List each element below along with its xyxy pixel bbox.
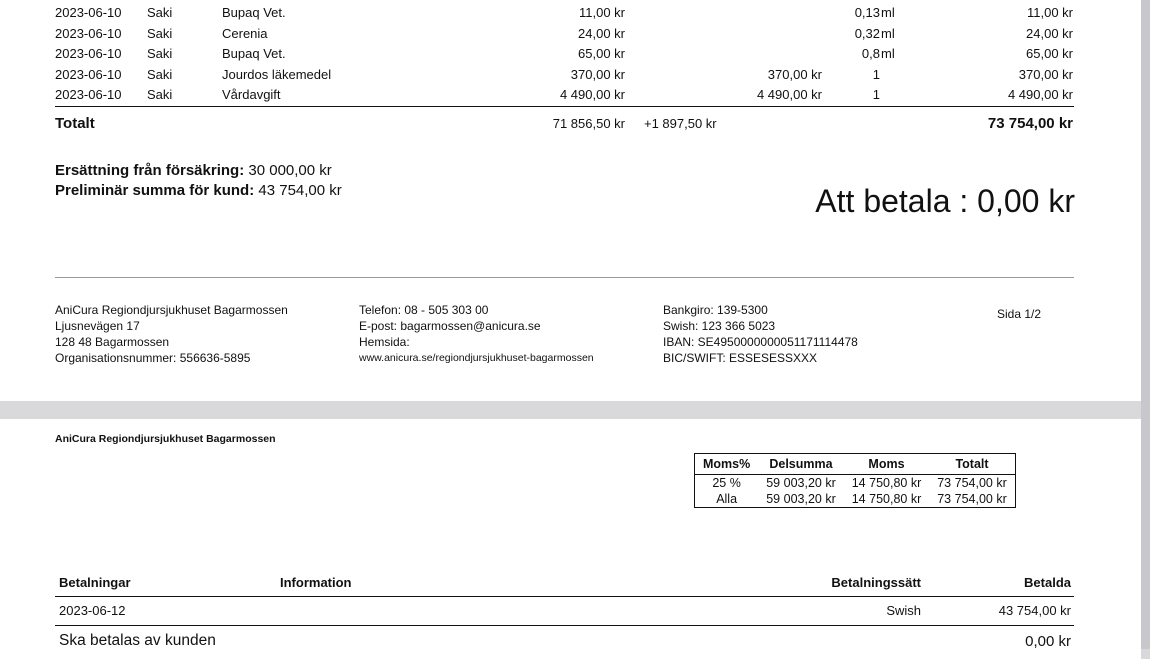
footer-website-link[interactable]: www.anicura.se/regiondjursjukhuset-bagarmossen <box>359 352 594 364</box>
footer-org-number: Organisationsnummer: 556636-5895 <box>55 351 251 365</box>
item-date: 2023-06-10 <box>55 5 122 20</box>
totals-divider <box>55 106 1074 107</box>
insurance-value: 30 000,00 kr <box>244 162 332 179</box>
amount-to-pay: Att betala : 0,00 kr <box>815 183 1075 219</box>
totals-adjustment: +1 897,50 kr <box>644 116 717 131</box>
window-shade <box>1141 0 1150 649</box>
vat-amount: 14 750,80 kr <box>851 492 922 506</box>
item-amount: 370,00 kr <box>570 66 625 82</box>
item-amount: 4 490,00 kr <box>559 87 625 102</box>
item-unit: ml <box>881 46 895 61</box>
vat-header-vat: Moms <box>844 454 930 475</box>
item-qty: 1 <box>872 66 880 82</box>
item-qty: 0,8 <box>861 46 880 61</box>
invoice-page-2 <box>0 419 1141 659</box>
item-total: 24,00 kr <box>1026 25 1073 41</box>
remaining-label: Ska betalas av kunden <box>59 632 216 649</box>
vat-header-total: Totalt <box>929 454 1015 475</box>
item-unit: ml <box>881 5 895 20</box>
remaining-divider <box>55 625 1074 626</box>
item-unit: ml <box>881 25 895 41</box>
totals-amount: 71 856,50 kr <box>552 116 625 131</box>
footer-company <box>55 302 288 366</box>
item-name: Jourdos läkemedel <box>222 66 332 82</box>
item-total: 11,00 kr <box>1026 5 1073 20</box>
item-qty: 0,32 <box>854 25 880 41</box>
payments-divider <box>55 596 1074 597</box>
totals-total: 73 754,00 kr <box>987 115 1073 132</box>
item-staff: Saki <box>147 46 173 61</box>
vat-rate: Alla <box>716 492 738 506</box>
vat-total: 73 754,00 kr <box>937 476 1007 490</box>
item-name: Bupaq Vet. <box>222 46 286 61</box>
item-extra: 370,00 kr <box>767 66 822 82</box>
footer-email[interactable]: E-post: bagarmossen@anicura.se <box>359 319 541 333</box>
footer-address: Ljusnevägen 17 <box>55 319 140 333</box>
item-qty: 1 <box>872 87 880 102</box>
item-date: 2023-06-10 <box>55 66 122 82</box>
item-staff: Saki <box>147 25 173 41</box>
item-staff: Saki <box>147 5 173 20</box>
vat-amount: 14 750,80 kr <box>851 476 922 490</box>
vat-rate: 25 % <box>712 476 741 490</box>
item-total: 370,00 kr <box>1018 66 1073 82</box>
totals-label: Totalt <box>55 115 95 132</box>
item-amount: 11,00 kr <box>578 5 625 20</box>
vat-subtotal: 59 003,20 kr <box>766 476 836 490</box>
item-total: 4 490,00 kr <box>1007 87 1073 102</box>
insurance-line <box>55 162 332 179</box>
vat-row <box>695 491 1015 507</box>
footer-postcode: 128 48 Bagarmossen <box>55 335 170 349</box>
footer-contact <box>359 302 594 366</box>
item-qty: 0,13 <box>854 5 880 20</box>
payment-date: 2023-06-12 <box>59 603 126 618</box>
payments-header: Betalningar <box>59 575 131 590</box>
vat-row <box>695 475 1015 492</box>
item-name: Cerenia <box>222 25 268 41</box>
item-name: Bupaq Vet. <box>222 5 286 20</box>
information-header: Information <box>280 575 352 590</box>
item-date: 2023-06-10 <box>55 87 122 102</box>
payment-method-header: Betalningssätt <box>831 575 921 590</box>
vat-header-subtotal: Delsumma <box>758 454 844 475</box>
item-staff: Saki <box>147 87 173 102</box>
vat-subtotal: 59 003,20 kr <box>766 492 836 506</box>
item-amount: 65,00 kr <box>578 46 625 61</box>
footer-bic: BIC/SWIFT: ESSESESSXXX <box>663 351 818 365</box>
footer-bank <box>663 302 858 366</box>
footer-iban: IBAN: SE4950000000051171114478 <box>663 335 858 349</box>
item-date: 2023-06-10 <box>55 46 122 61</box>
footer-bankgiro: Bankgiro: 139-5300 <box>663 303 768 317</box>
vat-header-rate: Moms% <box>695 454 758 475</box>
payment-method: Swish <box>886 603 921 618</box>
clinic-name: AniCura Regiondjursjukhuset Bagarmossen <box>55 433 276 445</box>
remaining-value: 0,00 kr <box>1025 633 1071 650</box>
customer-sum-label: Preliminär summa för kund: <box>55 182 255 199</box>
paid-header: Betalda <box>1024 575 1071 590</box>
vat-summary-table <box>694 453 1016 508</box>
payment-amount: 43 754,00 kr <box>998 603 1071 618</box>
customer-sum-value: 43 754,00 kr <box>254 182 342 199</box>
item-amount: 24,00 kr <box>578 25 625 41</box>
vat-total: 73 754,00 kr <box>937 492 1007 506</box>
insurance-label: Ersättning från försäkring: <box>55 162 245 179</box>
page-number: Sida 1/2 <box>997 307 1042 321</box>
item-staff: Saki <box>147 66 173 82</box>
footer-divider <box>55 277 1074 278</box>
footer-website-label: Hemsida: <box>359 335 410 349</box>
item-total: 65,00 kr <box>1026 46 1073 61</box>
customer-sum-line <box>55 182 342 199</box>
footer-phone: Telefon: 08 - 505 303 00 <box>359 303 489 317</box>
item-name: Vårdavgift <box>222 87 281 102</box>
footer-company-name: AniCura Regiondjursjukhuset Bagarmossen <box>55 303 288 317</box>
footer-swish: Swish: 123 366 5023 <box>663 319 776 333</box>
item-extra: 4 490,00 kr <box>756 87 822 102</box>
item-date: 2023-06-10 <box>55 25 122 41</box>
